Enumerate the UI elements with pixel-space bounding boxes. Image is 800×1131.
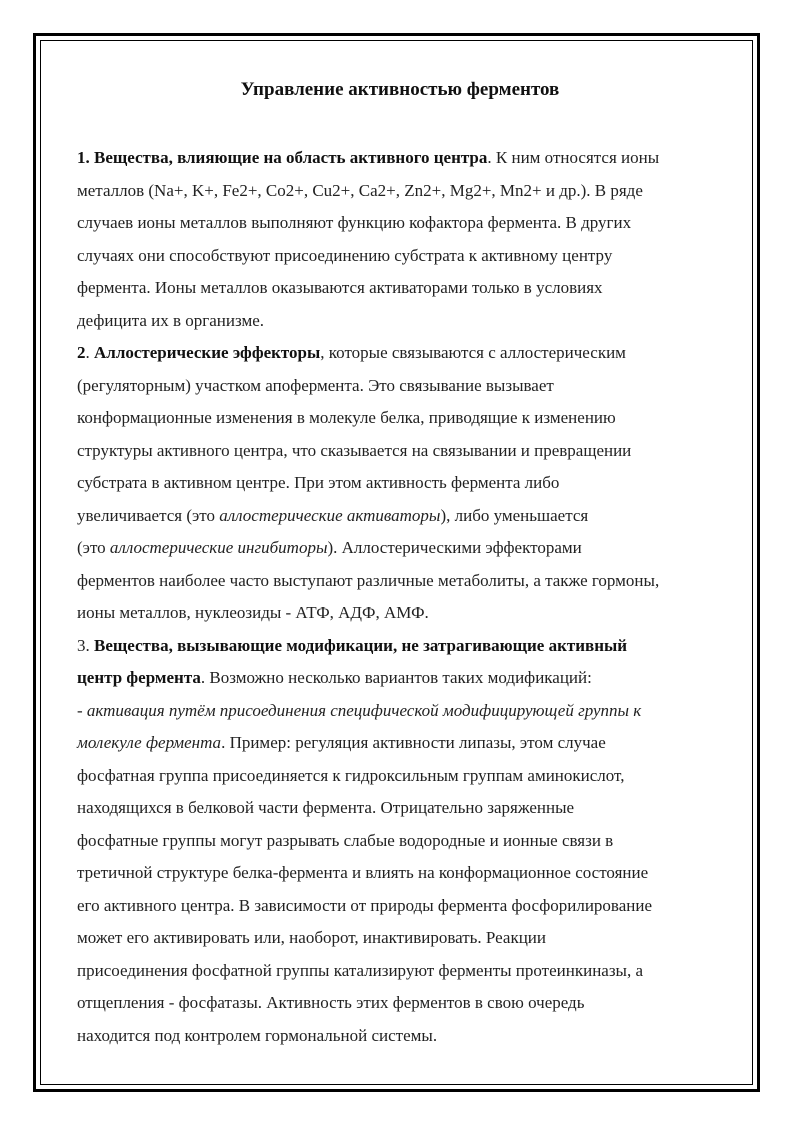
section-3-line-6: находящихся в белковой части фермента. Отрицательно заряженные [77,798,575,817]
document-body [77,142,727,1052]
section-3-line-1 [77,630,727,663]
allosteric-activators-term: аллостерические активаторы [219,505,441,525]
section-3-heading-cont: центр фермента [77,668,201,687]
document-title: Управление активностью ферментов [240,79,560,100]
section-3-line-2 [77,662,727,695]
section-2-text: ). Аллостерическими эффекторами [327,538,582,557]
section-2-line-1 [77,337,727,370]
section-1-heading: Вещества, влияющие на область активного центра [94,148,488,167]
list-dash: - [77,700,87,720]
section-3-line-10: может его активировать или, наоборот, инактивировать. Реакции [77,928,546,947]
section-3-line-8: третичной структуре белка-фермента и влиять на конформационное состояние [77,863,649,882]
section-3-text: . Пример: регуляция активности липазы, этом случае [221,733,606,752]
section-3-line-5: фосфатная группа присоединяется к гидроксильным группам аминокислот, [77,765,625,785]
section-2-heading: Аллостерические эффекторы [94,343,321,362]
section-1-text: . К ним относятся ионы [487,148,660,167]
section-2-line-7 [77,532,727,565]
section-2-text: (это [77,538,110,557]
modification-term-cont: молекуле фермента [77,733,222,752]
section-1-line-1 [77,142,727,175]
section-3-number: 3. [77,635,94,655]
section-3-heading: Вещества, вызывающие модификации, не затрагивающие активный [94,635,628,655]
section-2-text: ), либо уменьшается [440,505,589,525]
section-2-text: , которые связываются с аллостерическим [320,343,626,362]
section-3-text: . Возможно несколько вариантов таких модификаций: [200,668,592,687]
section-1-line-2: металлов (Na+, K+, Fe2+, Co2+, Cu2+, Ca2+, Zn2+, Mg2+, Mn2+ и др.). В ряде [77,180,643,200]
section-3-line-12: отщепления - фосфатазы. Активность этих ферментов в свою очередь [77,993,585,1012]
section-3-line-7: фосфатные группы могут разрывать слабые водородные и ионные связи в [77,830,614,850]
section-3-line-3 [77,695,727,728]
section-1-line-6: дефицита их в организме. [77,310,265,330]
section-2-line-3: конформационные изменения в молекуле белка, приводящие к изменению [77,408,616,427]
section-3-line-9: его активного центра. В зависимости от природы фермента фосфорилирование [77,895,653,915]
section-2-line-5: субстрата в активном центре. При этом активность фермента либо [77,473,560,492]
section-3-line-13: находится под контролем гормональной системы. [77,1025,438,1045]
section-2-separator: . [85,343,94,362]
section-2-line-6 [77,500,727,533]
section-3-line-4 [77,727,727,760]
allosteric-inhibitors-term: аллостерические ингибиторы [109,538,328,557]
section-3-line-11: присоединения фосфатной группы катализируют ферменты протеинкиназы, а [77,960,644,980]
section-2-line-8: ферментов наиболее часто выступают различные метаболиты, а также гормоны, [77,570,660,590]
section-1-line-3: случаев ионы металлов выполняют функцию кофактора фермента. В других [77,213,632,232]
section-2-number: 2 [77,343,86,362]
section-2-text: увеличивается (это [77,505,220,525]
section-2-line-4: структуры активного центра, что сказывается на связывании и превращении [77,440,632,460]
section-2-line-9: ионы металлов, нуклеозиды - АТФ, АДФ, АМФ. [77,603,429,622]
section-1-line-5: фермента. Ионы металлов оказываются активаторами только в условиях [77,278,603,297]
section-1-line-4: случаях они способствуют присоединению субстрата к активному центру [77,245,613,265]
section-1-number: 1. [77,148,94,167]
section-2-line-2: (регуляторным) участком апофермента. Это связывание вызывает [77,375,554,395]
modification-term: активация путём присоединения специфической модифицирующей группы к [86,700,642,720]
